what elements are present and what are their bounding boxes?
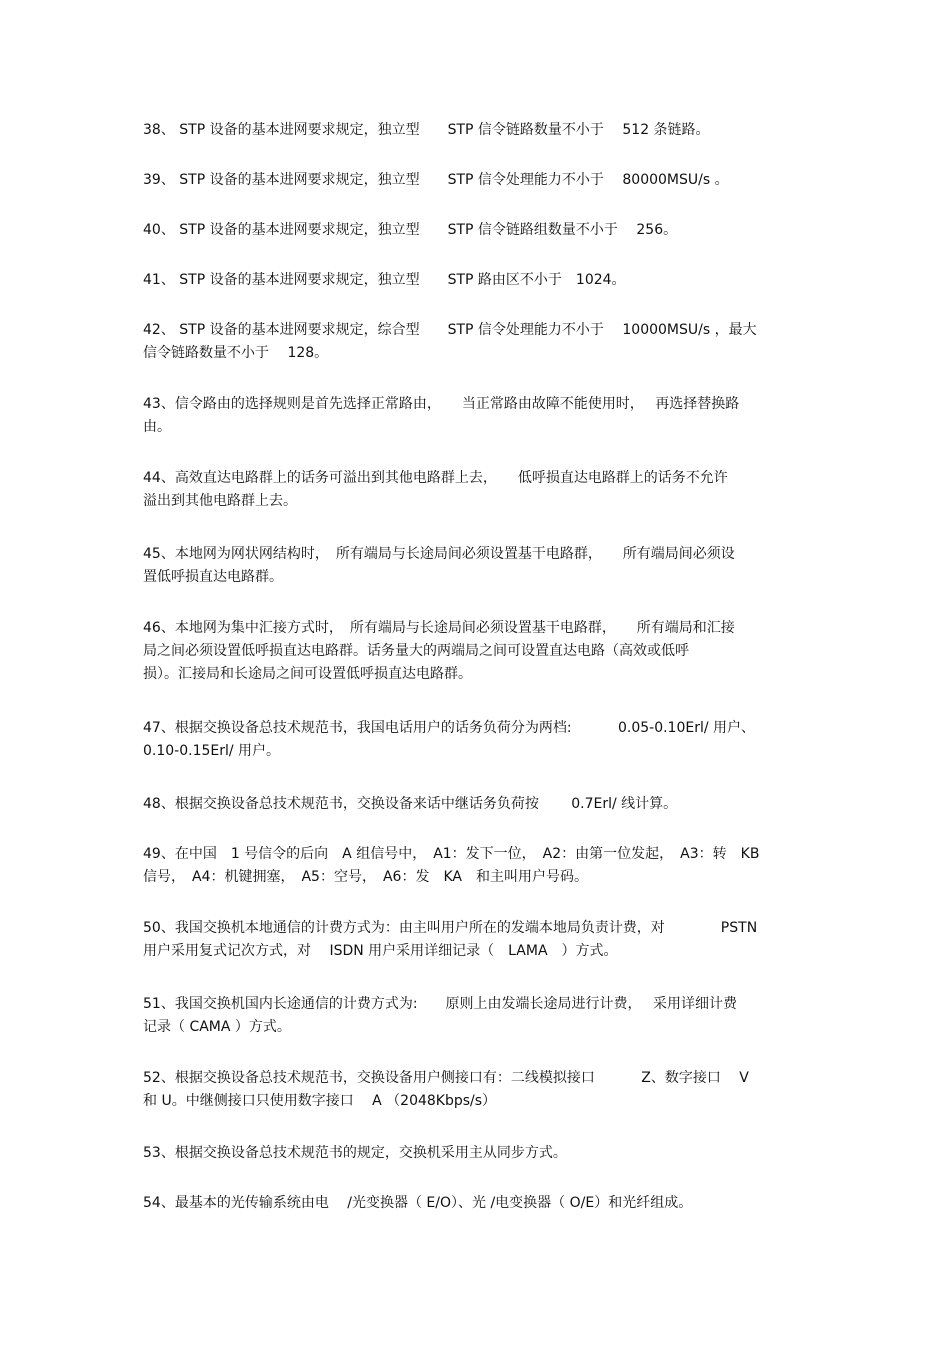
question-46-line-1: 46、本地网为集中汇接方式时， 所有端局与长途局间必须设置基干电路群， 所有端局和汇接 xyxy=(143,620,735,636)
question-39 xyxy=(143,169,807,192)
question-43-line-1: 43、信令路由的选择规则是首先选择正常路由， 当正常路由故障不能使用时， 再选择替换路 xyxy=(143,396,740,412)
question-50-line-2: 用户采用复式记次方式，对 ISDN 用户采用详细记录（ LAMA ）方式。 xyxy=(143,943,618,959)
question-49-line-2: 信号， A4：机键拥塞， A5：空号， A6：发 KA 和主叫用户号码。 xyxy=(143,869,588,885)
question-51 xyxy=(143,993,807,1039)
question-42-line-1: 42、 STP 设备的基本进网要求规定，综合型 STP 信令处理能力不小于 10000MSU/s ，最大 xyxy=(143,322,757,338)
question-46-line-2: 局之间必须设置低呼损直达电路群。话务量大的两端局之间可设置直达电路（高效或低呼 xyxy=(143,643,689,659)
question-48 xyxy=(143,793,807,816)
question-47 xyxy=(143,717,807,763)
question-49-line-1: 49、在中国 1 号信令的后向 A 组信号中， A1：发下一位， A2：由第一位发起， A3：转 KB xyxy=(143,846,760,862)
question-52-line-2: 和 U。中继侧接口只使用数字接口 A （2048Kbps/s） xyxy=(143,1093,497,1109)
question-45-line-1: 45、本地网为网状网结构时， 所有端局与长途局间必须设置基干电路群， 所有端局间必须设 xyxy=(143,546,735,562)
question-42-line-2: 信令链路数量不小于 128。 xyxy=(143,345,329,361)
question-40-line-1: 40、 STP 设备的基本进网要求规定，独立型 STP 信令链路组数量不小于 256。 xyxy=(143,222,678,238)
question-40 xyxy=(143,219,807,242)
question-41 xyxy=(143,269,807,292)
question-48-line-1: 48、根据交换设备总技术规范书，交换设备来话中继话务负荷按 0.7Erl/ 线计算。 xyxy=(143,796,678,812)
question-50 xyxy=(143,917,807,963)
question-52 xyxy=(143,1067,807,1113)
question-51-line-1: 51、我国交换机国内长途通信的计费方式为: 原则上由发端长途局进行计费， 采用详细计费 xyxy=(143,996,737,1012)
question-54 xyxy=(143,1192,807,1215)
question-45 xyxy=(143,543,807,589)
question-47-line-1: 47、根据交换设备总技术规范书，我国电话用户的话务负荷分为两档: 0.05-0.10Erl/ 用户、 xyxy=(143,720,756,736)
question-43 xyxy=(143,393,807,439)
question-45-line-2: 置低呼损直达电路群。 xyxy=(143,569,283,585)
question-39-line-1: 39、 STP 设备的基本进网要求规定，独立型 STP 信令处理能力不小于 80000MSU/s 。 xyxy=(143,172,729,188)
question-53 xyxy=(143,1142,807,1165)
question-47-line-2: 0.10-0.15Erl/ 用户。 xyxy=(143,743,281,759)
question-46-line-3: 损）。汇接局和长途局之间可设置低呼损直达电路群。 xyxy=(143,666,472,682)
question-54-line-1: 54、最基本的光传输系统由电 /光变换器（ E/O）、光 /电变换器（ O/E）和光纤组成。 xyxy=(143,1195,693,1211)
question-41-line-1: 41、 STP 设备的基本进网要求规定，独立型 STP 路由区不小于 1024。 xyxy=(143,272,626,288)
question-38 xyxy=(143,119,807,142)
question-49 xyxy=(143,843,807,889)
question-38-line-1: 38、 STP 设备的基本进网要求规定，独立型 STP 信令链路数量不小于 512 条链路。 xyxy=(143,122,710,138)
question-50-line-1: 50、我国交换机本地通信的计费方式为：由主叫用户所在的发端本地局负责计费，对 PSTN xyxy=(143,920,758,936)
question-44 xyxy=(143,467,807,513)
question-52-line-1: 52、根据交换设备总技术规范书，交换设备用户侧接口有：二线模拟接口 Z、数字接口 V xyxy=(143,1070,749,1086)
question-44-line-1: 44、高效直达电路群上的话务可溢出到其他电路群上去， 低呼损直达电路群上的话务不允许 xyxy=(143,470,728,486)
question-46 xyxy=(143,617,807,686)
question-42 xyxy=(143,319,807,365)
question-43-line-2: 由。 xyxy=(143,419,171,435)
question-53-line-1: 53、根据交换设备总技术规范书的规定，交换机采用主从同步方式。 xyxy=(143,1145,567,1161)
question-44-line-2: 溢出到其他电路群上去。 xyxy=(143,493,297,509)
question-51-line-2: 记录（ CAMA ）方式。 xyxy=(143,1019,291,1035)
